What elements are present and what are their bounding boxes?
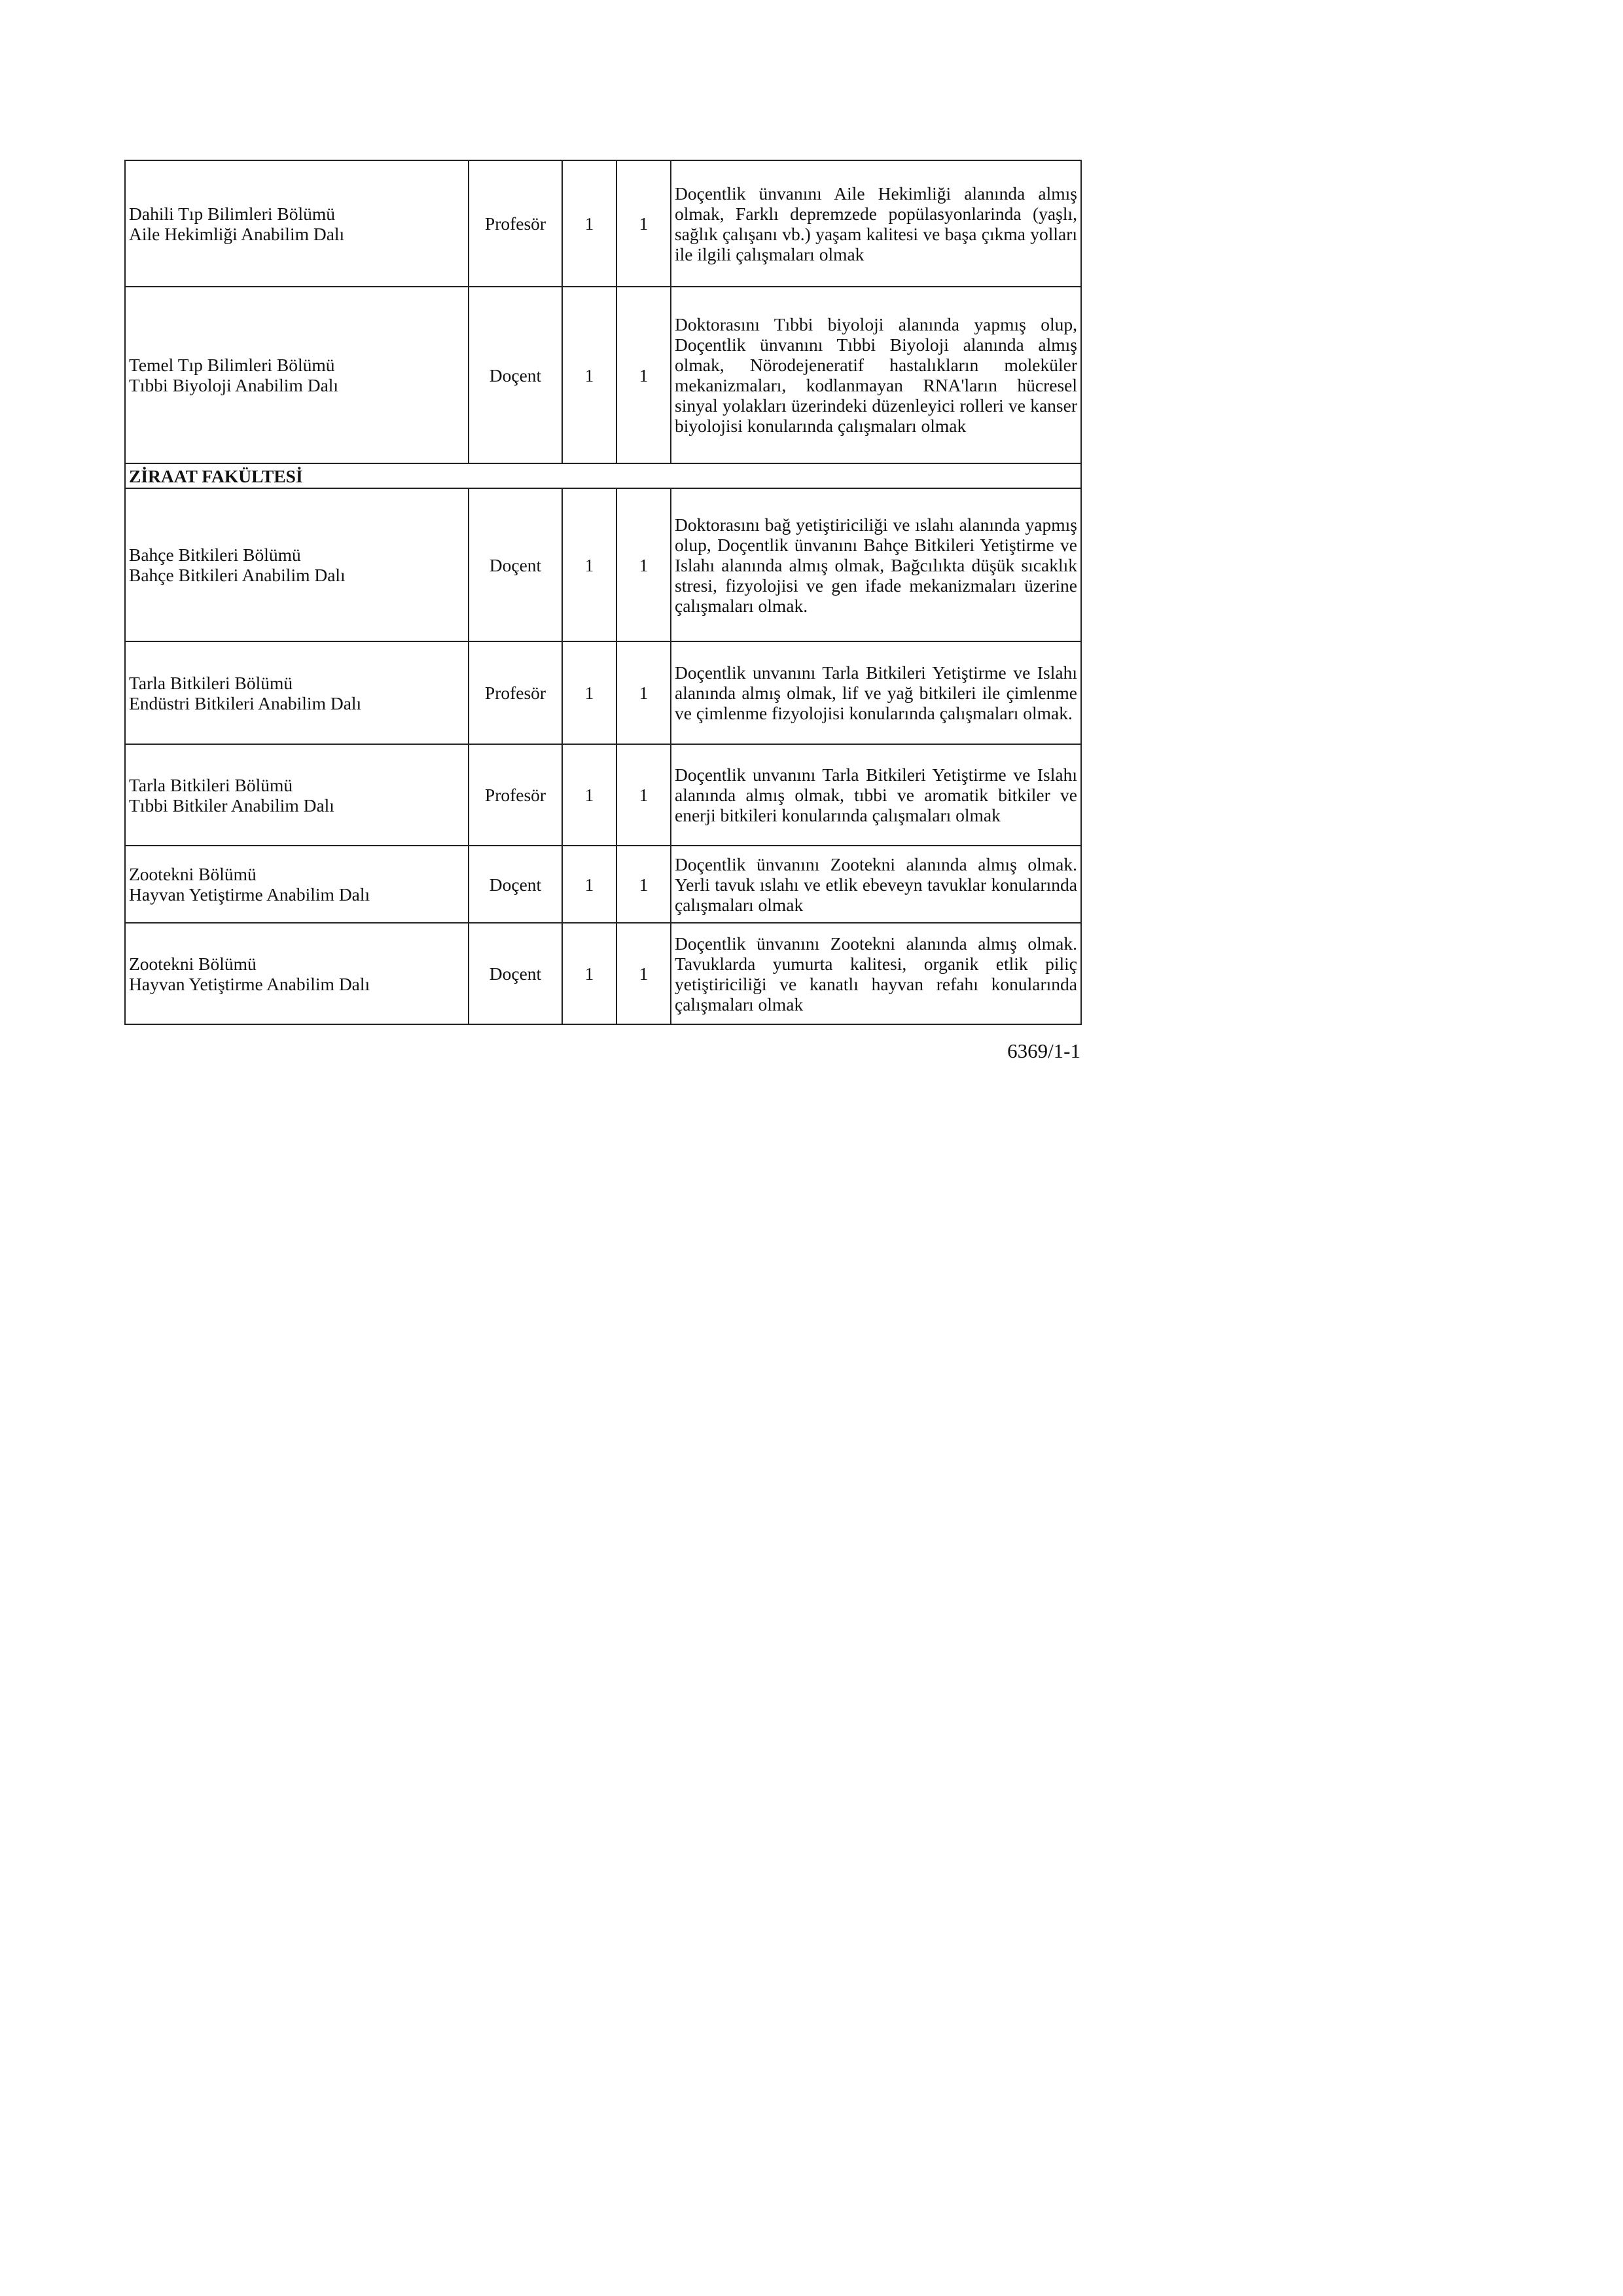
table-row [125, 641, 1081, 744]
count-cell: 1 [616, 488, 671, 641]
requirement-cell: Doçentlik unvanını Tarla Bitkileri Yetiştirme ve Islahı alanında almış olmak, tıbbi ve aromatik bitkiler ve enerji bitkileri konularında çalışmaları olmak [671, 744, 1081, 846]
faculty-heading: ZİRAAT FAKÜLTESİ [125, 463, 1081, 488]
department-name: Tarla Bitkileri Bölümü [129, 774, 293, 795]
department-name: Temel Tıp Bilimleri Bölümü [129, 355, 335, 375]
division-name: Endüstri Bitkileri Anabilim Dalı [129, 692, 362, 713]
department-name: Bahçe Bitkileri Bölümü [129, 545, 301, 565]
count-cell: 1 [616, 923, 671, 1024]
unit-cell [125, 641, 469, 744]
staff-positions-table [124, 160, 1082, 1025]
title-cell: Profesör [469, 641, 562, 744]
unit-cell [125, 488, 469, 641]
unit-cell [125, 160, 469, 287]
count-cell: 1 [562, 287, 616, 463]
count-cell: 1 [562, 846, 616, 923]
division-name: Bahçe Bitkileri Anabilim Dalı [129, 565, 346, 585]
title-cell: Doçent [469, 488, 562, 641]
faculty-heading-row [125, 463, 1081, 488]
division-name: Hayvan Yetiştirme Anabilim Dalı [129, 884, 370, 905]
table-row [125, 744, 1081, 846]
department-name: Zootekni Bölümü [129, 864, 257, 884]
table-row [125, 160, 1081, 287]
requirement-cell: Doçentlik unvanını Tarla Bitkileri Yetiştirme ve Islahı alanında almış olmak, lif ve yağ bitkileri ile çimlenme ve çimlenme fizyolojisi konularında çalışmaları olmak. [671, 641, 1081, 744]
title-cell: Doçent [469, 287, 562, 463]
table-row [125, 923, 1081, 1024]
count-cell: 1 [562, 641, 616, 744]
division-name: Hayvan Yetiştirme Anabilim Dalı [129, 973, 370, 994]
count-cell: 1 [562, 160, 616, 287]
requirement-cell: Doktorasını Tıbbi biyoloji alanında yapmış olup, Doçentlik ünvanını Tıbbi Biyoloji alanında almış olmak, Nörodejeneratif hastalıkların moleküler mekanizmaları, kodlanmayan RNA'ların hücresel sinyal yolakları üzerindeki düzenleyici rolleri ve kanser biyolojisi konularında çalışmaları olmak [671, 287, 1081, 463]
count-cell: 1 [562, 488, 616, 641]
requirement-cell: Doçentlik ünvanını Zootekni alanında almış olmak. Tavuklarda yumurta kalitesi, organik etlik piliç yetiştiriciliği ve kanatlı hayvan refahı konularında çalışmaları olmak [671, 923, 1081, 1024]
division-name: Tıbbi Biyoloji Anabilim Dalı [129, 375, 339, 395]
title-cell: Doçent [469, 923, 562, 1024]
department-name: Dahili Tıp Bilimleri Bölümü [129, 203, 335, 224]
division-name: Tıbbi Bitkiler Anabilim Dalı [129, 795, 334, 816]
department-name: Tarla Bitkileri Bölümü [129, 672, 293, 693]
table-row [125, 846, 1081, 923]
count-cell: 1 [562, 923, 616, 1024]
requirement-cell: Doçentlik ünvanını Aile Hekimliği alanında almış olmak, Farklı depremzede popülasyonlarinda (yaşlı, sağlık çalışanı vb.) yaşam kalitesi ve başa çıkma yolları ile ilgili çalışmaları olmak [671, 160, 1081, 287]
document-number: 6369/1-1 [1007, 1039, 1080, 1062]
unit-cell [125, 744, 469, 846]
unit-cell [125, 846, 469, 923]
title-cell: Profesör [469, 160, 562, 287]
count-cell: 1 [616, 160, 671, 287]
unit-cell [125, 287, 469, 463]
requirement-cell: Doktorasını bağ yetiştiriciliği ve ıslahı alanında yapmış olup, Doçentlik ünvanını Bahçe Bitkileri Yetiştirme ve Islahı alanında almış olmak, Bağcılıkta düşük sıcaklık stresi, fizyolojisi ve gen ifade mekanizmaları üzerine çalışmaları olmak. [671, 488, 1081, 641]
title-cell: Doçent [469, 846, 562, 923]
count-cell: 1 [616, 744, 671, 846]
table-row [125, 287, 1081, 463]
count-cell: 1 [616, 641, 671, 744]
table-row [125, 488, 1081, 641]
division-name: Aile Hekimliği Anabilim Dalı [129, 223, 345, 244]
department-name: Zootekni Bölümü [129, 953, 257, 974]
count-cell: 1 [616, 846, 671, 923]
count-cell: 1 [562, 744, 616, 846]
unit-cell [125, 923, 469, 1024]
count-cell: 1 [616, 287, 671, 463]
requirement-cell: Doçentlik ünvanını Zootekni alanında almış olmak. Yerli tavuk ıslahı ve etlik ebeveyn tavuklar konularında çalışmaları olmak [671, 846, 1081, 923]
title-cell: Profesör [469, 744, 562, 846]
